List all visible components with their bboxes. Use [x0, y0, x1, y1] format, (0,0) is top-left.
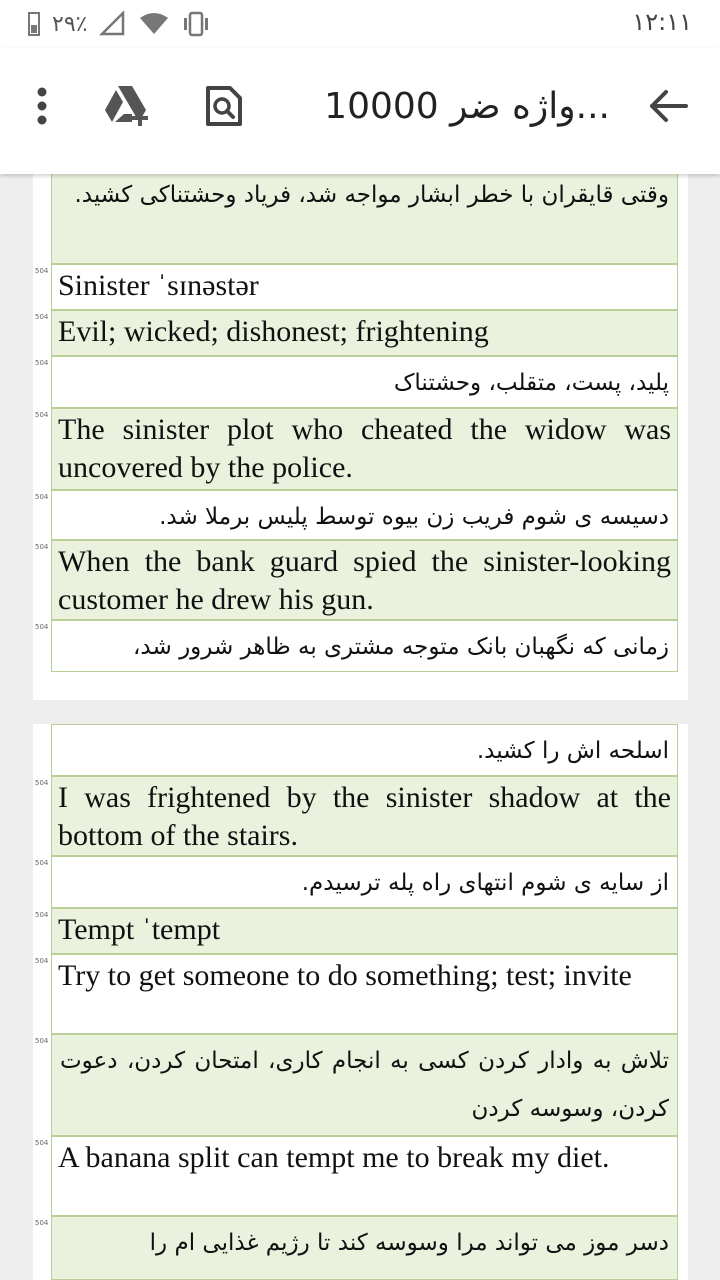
- row-marker: 504: [35, 359, 49, 367]
- row-marker: 504: [35, 267, 49, 275]
- row-marker: 504: [35, 313, 49, 321]
- wifi-icon: [139, 12, 169, 36]
- row-marker: 504: [35, 1037, 49, 1045]
- persian-text: دسیسه ی شوم فریب زن بیوه توسط پلیس برملا شد.: [159, 504, 669, 530]
- row-marker: 504: [35, 543, 49, 551]
- table-row: [35, 620, 678, 672]
- status-bar: [0, 0, 720, 48]
- table-row: [35, 264, 678, 310]
- persian-text: از سایه ی شوم انتهای راه پله ترسیدم.: [301, 870, 669, 896]
- table-row: [51, 168, 678, 264]
- app-toolbar: [0, 48, 720, 174]
- clock: ۱۲:۱۱: [632, 8, 692, 36]
- add-to-drive-icon[interactable]: [102, 84, 152, 128]
- back-arrow-icon[interactable]: [646, 84, 690, 128]
- persian-text: وقتی قایقران با خطر ابشار مواجه شد، فریاد وحشتناکی کشید.: [74, 182, 669, 208]
- table-row: [35, 356, 678, 408]
- row-marker: 504: [35, 623, 49, 631]
- pdf-page-1[interactable]: [33, 174, 688, 700]
- row-marker: 504: [35, 911, 49, 919]
- document-title: 10000 واژه ضر...: [324, 86, 610, 127]
- table-row: [35, 310, 678, 356]
- row-marker: 504: [35, 493, 49, 501]
- english-text: The sinister plot who cheated the widow was uncovered by the police.: [58, 413, 671, 484]
- row-marker: 504: [35, 957, 49, 965]
- english-text: Evil; wicked; dishonest; frightening: [58, 315, 489, 348]
- english-text: When the bank guard spied the sinister-looking customer he drew his gun.: [58, 545, 671, 616]
- table-row: [35, 856, 678, 908]
- persian-text: دسر موز می تواند مرا وسوسه کند تا رژیم غذایی ام را: [149, 1230, 669, 1256]
- table-row: [35, 776, 678, 856]
- table-row: [35, 954, 678, 1034]
- english-text: I was frightened by the sinister shadow at the bottom of the stairs.: [58, 781, 671, 852]
- vibrate-icon: [181, 11, 211, 37]
- table-row: [35, 408, 678, 490]
- battery-icon: [28, 12, 40, 36]
- table-row: [35, 1136, 678, 1216]
- persian-text: زمانی که نگهبان بانک متوجه مشتری به ظاهر شرور شد،: [133, 634, 669, 660]
- table-row: [35, 1034, 678, 1136]
- english-text: Sinister ˈsɪnəstər: [58, 269, 259, 302]
- pdf-page-2[interactable]: [33, 724, 688, 1280]
- english-text: Try to get someone to do something; test; invite: [58, 959, 632, 992]
- persian-text: پلید، پست، متقلب، وحشتناک: [393, 370, 669, 396]
- battery-percent: ۲۹٪: [52, 11, 88, 37]
- search-in-document-icon[interactable]: [202, 84, 246, 128]
- row-marker: 504: [35, 411, 49, 419]
- table-row: [35, 908, 678, 954]
- english-text: Tempt ˈtempt: [58, 913, 221, 946]
- row-marker: 504: [35, 1139, 49, 1147]
- english-text: A banana split can tempt me to break my diet.: [58, 1141, 610, 1174]
- persian-text: اسلحه اش را کشید.: [476, 738, 669, 764]
- table-row: [35, 490, 678, 540]
- status-icons: [28, 8, 211, 40]
- table-row: [35, 1216, 678, 1280]
- row-marker: 504: [35, 859, 49, 867]
- row-marker: 504: [35, 779, 49, 787]
- persian-text: تلاش به وادار کردن کسی به انجام کاری، امتحان کردن، دعوت کردن، وسوسه کردن: [60, 1048, 669, 1122]
- more-options-icon[interactable]: [30, 82, 54, 130]
- row-marker: 504: [35, 1219, 49, 1227]
- no-sim-icon: [99, 11, 127, 37]
- table-row: [35, 540, 678, 620]
- table-row: [51, 724, 678, 776]
